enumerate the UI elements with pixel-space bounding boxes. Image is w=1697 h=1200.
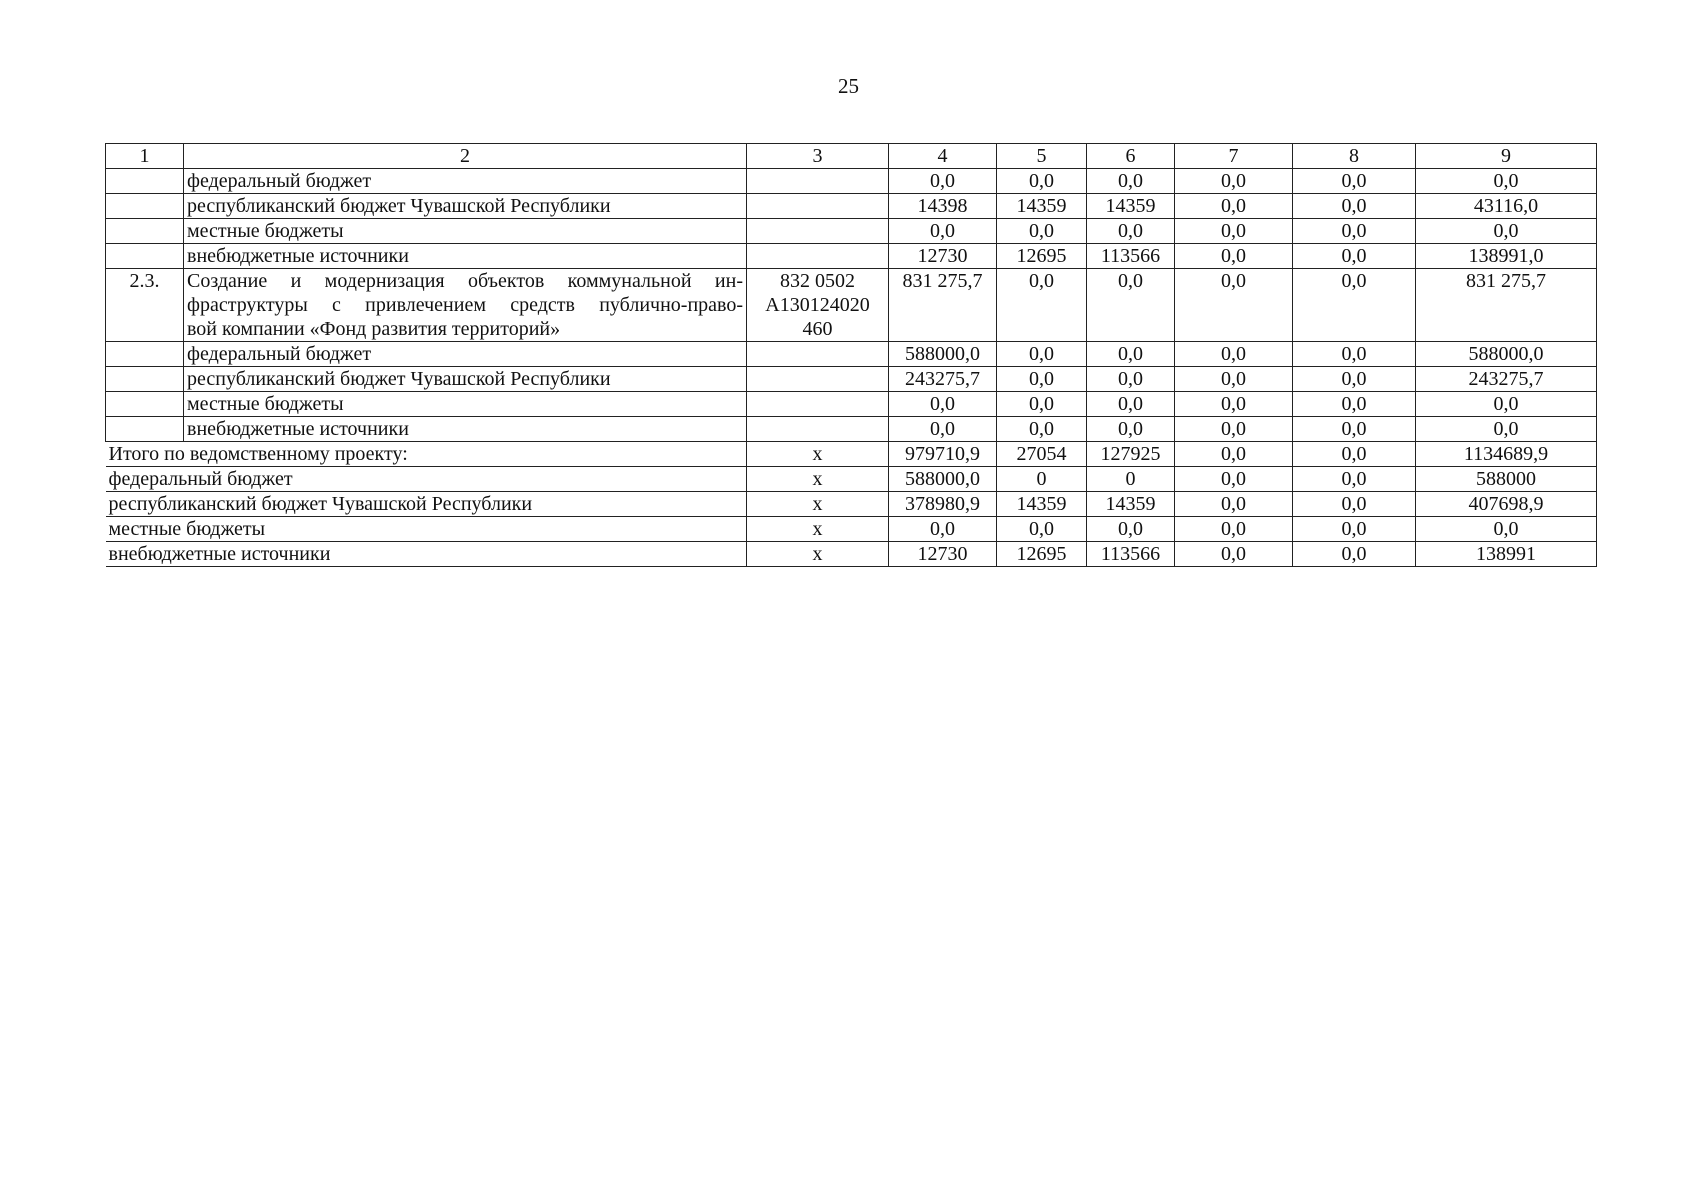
column-number: 5 (997, 144, 1087, 169)
value-cell: 0,0 (1293, 194, 1416, 219)
budget-code: х (747, 492, 889, 517)
total-row (106, 517, 1597, 542)
value-cell: 0,0 (1293, 467, 1416, 492)
total-row (106, 542, 1597, 567)
value-cell: 588000,0 (1416, 342, 1597, 367)
total-name: местные бюджеты (106, 517, 747, 542)
value-cell: 0,0 (997, 367, 1087, 392)
value-cell: 0,0 (997, 392, 1087, 417)
budget-code: х (747, 542, 889, 567)
table-row (106, 244, 1597, 269)
value-cell: 14359 (997, 194, 1087, 219)
value-cell: 0,0 (1175, 342, 1293, 367)
value-cell: 588000,0 (889, 467, 997, 492)
value-cell: 138991,0 (1416, 244, 1597, 269)
total-row (106, 467, 1597, 492)
value-cell: 0,0 (1293, 542, 1416, 567)
row-name (184, 269, 747, 342)
value-cell: 0,0 (1175, 417, 1293, 442)
table-row (106, 417, 1597, 442)
budget-code (747, 342, 889, 367)
row-number: 2.3. (106, 269, 184, 342)
value-cell: 0,0 (1087, 169, 1175, 194)
value-cell: 0,0 (889, 392, 997, 417)
budget-code: х (747, 442, 889, 467)
column-number: 9 (1416, 144, 1597, 169)
value-cell: 12730 (889, 244, 997, 269)
value-cell: 0,0 (997, 342, 1087, 367)
budget-code-line: 832 0502 (780, 270, 855, 292)
budget-code (747, 194, 889, 219)
table-row (106, 219, 1597, 244)
value-cell: 0,0 (1175, 517, 1293, 542)
row-number (106, 194, 184, 219)
row-number (106, 244, 184, 269)
value-cell: 0,0 (1293, 392, 1416, 417)
row-name: местные бюджеты (184, 219, 747, 244)
value-cell: 243275,7 (889, 367, 997, 392)
value-cell: 0,0 (1416, 417, 1597, 442)
total-name: федеральный бюджет (106, 467, 747, 492)
value-cell: 588000,0 (889, 342, 997, 367)
value-cell: 0,0 (1175, 542, 1293, 567)
column-number: 2 (184, 144, 747, 169)
value-cell: 0,0 (997, 517, 1087, 542)
value-cell: 0,0 (1416, 392, 1597, 417)
value-cell: 0,0 (1293, 269, 1416, 342)
value-cell: 0,0 (997, 169, 1087, 194)
table-row (106, 342, 1597, 367)
value-cell: 0,0 (1175, 442, 1293, 467)
value-cell: 0,0 (1087, 392, 1175, 417)
value-cell: 14359 (997, 492, 1087, 517)
row-number (106, 367, 184, 392)
row-name: федеральный бюджет (184, 342, 747, 367)
value-cell: 0,0 (1293, 492, 1416, 517)
value-cell: 0,0 (889, 517, 997, 542)
value-cell: 113566 (1087, 542, 1175, 567)
row-number (106, 392, 184, 417)
value-cell: 0,0 (1175, 392, 1293, 417)
value-cell: 0,0 (889, 169, 997, 194)
value-cell: 1134689,9 (1416, 442, 1597, 467)
value-cell: 0 (997, 467, 1087, 492)
value-cell: 0,0 (1175, 492, 1293, 517)
value-cell: 0,0 (1087, 517, 1175, 542)
budget-code (747, 244, 889, 269)
value-cell: 0,0 (1293, 244, 1416, 269)
value-cell: 0,0 (1293, 342, 1416, 367)
value-cell: 0,0 (1175, 194, 1293, 219)
value-cell: 12730 (889, 542, 997, 567)
value-cell: 0,0 (1293, 367, 1416, 392)
value-cell: 588000 (1416, 467, 1597, 492)
budget-code (747, 392, 889, 417)
value-cell: 14398 (889, 194, 997, 219)
budget-code (747, 367, 889, 392)
table-row (106, 169, 1597, 194)
total-name: республиканский бюджет Чувашской Республики (106, 492, 747, 517)
column-number: 8 (1293, 144, 1416, 169)
value-cell: 0,0 (889, 219, 997, 244)
value-cell: 0,0 (1293, 169, 1416, 194)
value-cell: 378980,9 (889, 492, 997, 517)
row-number (106, 219, 184, 244)
value-cell: 0,0 (1175, 169, 1293, 194)
column-number: 1 (106, 144, 184, 169)
table-row (106, 392, 1597, 417)
table-body (106, 144, 1597, 567)
value-cell: 0,0 (1293, 517, 1416, 542)
value-cell: 979710,9 (889, 442, 997, 467)
value-cell: 127925 (1087, 442, 1175, 467)
budget-code-line: 460 (802, 318, 833, 340)
total-row (106, 492, 1597, 517)
budget-code (747, 169, 889, 194)
row-name: республиканский бюджет Чувашской Республики (184, 194, 747, 219)
row-number (106, 169, 184, 194)
value-cell: 0,0 (997, 269, 1087, 342)
value-cell: 243275,7 (1416, 367, 1597, 392)
row-name-line: фраструктуры с привлечением средств публично-право- (187, 294, 743, 316)
budget-code: х (747, 517, 889, 542)
column-number: 6 (1087, 144, 1175, 169)
row-name: внебюджетные источники (184, 417, 747, 442)
value-cell: 0,0 (1175, 244, 1293, 269)
column-number: 3 (747, 144, 889, 169)
table-row (106, 269, 1597, 342)
budget-code: х (747, 467, 889, 492)
column-number: 4 (889, 144, 997, 169)
budget-code (747, 219, 889, 244)
header-row (106, 144, 1597, 169)
value-cell: 138991 (1416, 542, 1597, 567)
value-cell: 0,0 (1175, 467, 1293, 492)
value-cell: 113566 (1087, 244, 1175, 269)
row-name: республиканский бюджет Чувашской Республики (184, 367, 747, 392)
total-name: Итого по ведомственному проекту: (106, 442, 747, 467)
value-cell: 0,0 (1416, 517, 1597, 542)
page-number: 25 (838, 74, 859, 98)
value-cell: 12695 (997, 542, 1087, 567)
value-cell: 0 (1087, 467, 1175, 492)
row-name: федеральный бюджет (184, 169, 747, 194)
value-cell: 14359 (1087, 492, 1175, 517)
value-cell: 27054 (997, 442, 1087, 467)
value-cell: 0,0 (1175, 219, 1293, 244)
value-cell: 0,0 (997, 219, 1087, 244)
value-cell: 0,0 (1175, 367, 1293, 392)
value-cell: 0,0 (889, 417, 997, 442)
total-row (106, 442, 1597, 467)
value-cell: 0,0 (1293, 219, 1416, 244)
value-cell: 43116,0 (1416, 194, 1597, 219)
table-row (106, 367, 1597, 392)
value-cell: 0,0 (1416, 219, 1597, 244)
row-number (106, 342, 184, 367)
value-cell: 0,0 (1416, 169, 1597, 194)
budget-code (747, 417, 889, 442)
value-cell: 14359 (1087, 194, 1175, 219)
budget-code-line: А130124020 (765, 294, 870, 316)
value-cell: 0,0 (997, 417, 1087, 442)
value-cell: 0,0 (1293, 442, 1416, 467)
value-cell: 831 275,7 (1416, 269, 1597, 342)
value-cell: 0,0 (1087, 269, 1175, 342)
table-row (106, 194, 1597, 219)
value-cell: 0,0 (1087, 367, 1175, 392)
row-name-line: вой компании «Фонд развития территорий» (187, 318, 561, 340)
value-cell: 407698,9 (1416, 492, 1597, 517)
value-cell: 0,0 (1293, 417, 1416, 442)
row-number (106, 417, 184, 442)
row-name: местные бюджеты (184, 392, 747, 417)
value-cell: 0,0 (1087, 417, 1175, 442)
row-name: внебюджетные источники (184, 244, 747, 269)
value-cell: 0,0 (1175, 269, 1293, 342)
value-cell: 0,0 (1087, 342, 1175, 367)
value-cell: 12695 (997, 244, 1087, 269)
budget-code (747, 269, 889, 342)
value-cell: 831 275,7 (889, 269, 997, 342)
value-cell: 0,0 (1087, 219, 1175, 244)
total-name: внебюджетные источники (106, 542, 747, 567)
row-name-line: Создание и модернизация объектов коммунальной ин- (187, 270, 743, 292)
column-number: 7 (1175, 144, 1293, 169)
budget-table (105, 143, 1597, 567)
